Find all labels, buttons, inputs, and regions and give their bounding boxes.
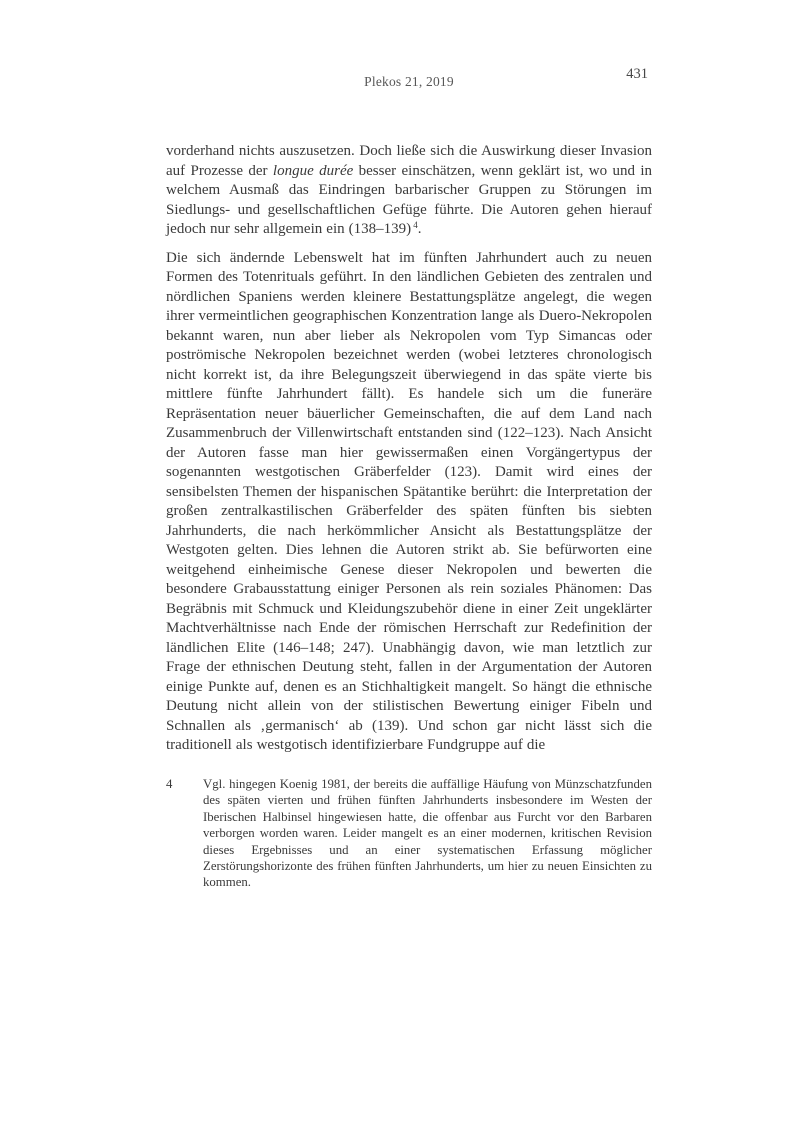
text-column: [166, 0, 652, 1131]
page-number: 431: [626, 66, 648, 82]
running-head: Plekos 21, 2019: [364, 74, 454, 89]
body-text: [166, 142, 652, 756]
paragraph-2: Die sich ändernde Lebenswelt hat im fünften Jahrhundert auch zu neuen Formen des Totenrituals geführt. In den ländlichen Gebieten des zentralen und nördlichen Spaniens werden kleinere Bestattungsplätze angelegt, die wegen ihrer vermeintlichen geographischen Konzentration lange als Duero-Nekropolen bekannt waren, nun aber lieber als Nekropolen vom Typ Simancas oder poströmische Nekropolen bezeichnet werden (wobei letzteres chronologisch nicht korrekt ist, da ihre Belegungszeit überwiegend in das späte vierte bis mittlere fünfte Jahrhundert fällt). Es handele sich um die funeräre Repräsentation neuer bäuerlicher Gemeinschaften, die auf dem Land nach Zusammenbruch der Villenwirtschaft entstanden sind (122–123). Nach Ansicht der Autoren fasse man hier gewissermaßen einen Vorgängertypus der sogenannten westgotischen Gräberfelder (123). Damit wird eines der sensibelsten Themen der hispanischen Spätantike berührt: die Interpretation der großen zentralkastilischen Gräberfelder des späten fünften bis siebten Jahrhunderts, die nach herkömmlicher Ansicht als Bestattungsplätze der Westgoten gelten. Dies lehnen die Autoren strikt ab. Sie befürworten eine weitgehend einheimische Genese dieser Nekropolen und bewerten die besondere Grabausstattung einiger Personen als rein soziales Phänomen: Das Begräbnis mit Schmuck und Kleidungszubehör diene in einer Zeit ungeklärter Machtverhältnisse nach Ende der römischen Herrschaft zur Redefinition der ländlichen Elite (146–148; 247). Unabhängig davon, wie man letztlich zur Frage der ethnischen Deutung steht, fallen in der Argumentation der Autoren einige Punkte auf, denen es an Stichhaltigkeit mangelt. So hängt die ethnische Deutung nicht allein von der stilistischen Bewertung einiger Fibeln und Schnallen als ‚germanisch‘ ab (139). Und schon gar nicht lässt sich die traditionell als westgotisch identifizierbare Fundgruppe auf die: [166, 249, 652, 753]
footnote-block: [166, 776, 652, 891]
paragraph-1-text-end: .: [417, 221, 422, 237]
footnote-reference-4: 4: [413, 220, 418, 230]
paragraph-1-text-after: besser einschätzen, wenn geklärt ist, wo und in welchem Ausmaß das Eindringen barbarischer Gruppen zu Störungen im Siedlungs- und gesellschaftlichen Gefüge führte. Die Autoren gehen hierauf jedoch nur sehr allgemein ein (138–139): [166, 162, 652, 237]
paragraph-1: [166, 142, 652, 240]
italic-term-longue-duree: longue durée: [272, 162, 354, 179]
footnote-number: 4: [166, 777, 173, 791]
paragraph-1-text-before: vorderhand nichts auszusetzen. Doch ließe sich die Auswirkung dieser Invasion auf Prozesse der: [166, 143, 652, 179]
footnote-text: Vgl. hingegen Koenig 1981, der bereits die auffällige Häufung von Münzschatzfunden des späten vierten und frühen fünften Jahrhunderts insbesondere im Westen der Iberischen Halbinsel hingewiesen hatte, die offenbar aus Furcht vor den Barbaren verborgen worden waren. Leider mangelt es an einer modernen, kritischen Revision dieses Ergebnisses und an einer systematischen Erfassung möglicher Zerstörungshorizonte des frühen fünften Jahrhunderts, um hier zu neuen Einsichten zu kommen.: [203, 777, 652, 890]
